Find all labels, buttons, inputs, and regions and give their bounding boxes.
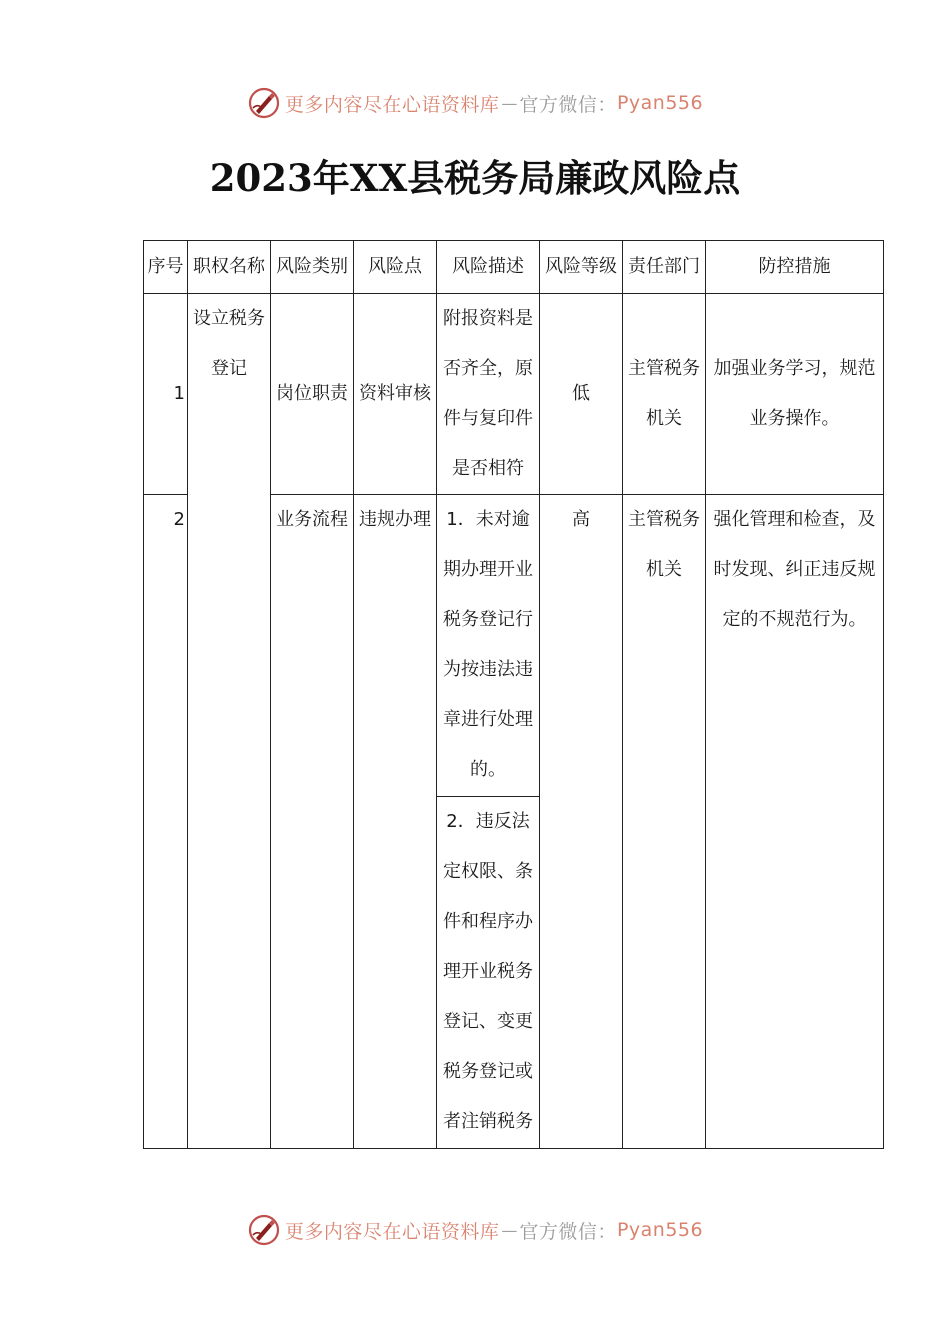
pen-logo-icon bbox=[247, 86, 281, 120]
risk-table bbox=[143, 240, 884, 1149]
page-title: 2023年XX县税务局廉政风险点 bbox=[209, 156, 741, 200]
level-cell: 高 bbox=[540, 495, 623, 1149]
banner-dash: — bbox=[501, 93, 518, 113]
description-cell-2: 2．违反法定权限、条件和程序办理开业税务登记、变更税务登记或者注销税务 bbox=[437, 797, 540, 1149]
description-cell: 1．未对逾期办理开业税务登记行为按违法违章进行处理的。 bbox=[437, 495, 540, 797]
header-cell: 职权名称 bbox=[188, 241, 271, 294]
banner-wechat-id: Pyan556 bbox=[616, 92, 704, 114]
authority-cell: 设立税务登记 bbox=[188, 294, 271, 1149]
header-cell: 风险描述 bbox=[437, 241, 540, 294]
header-cell: 序号 bbox=[144, 241, 188, 294]
banner-text: 更多内容尽在心语资料库 bbox=[284, 1220, 500, 1243]
category-cell: 岗位职责 bbox=[271, 294, 354, 495]
header-cell: 风险点 bbox=[354, 241, 437, 294]
point-cell: 资料审核 bbox=[354, 294, 437, 495]
banner-text: 更多内容尽在心语资料库 bbox=[284, 93, 500, 116]
header-cell: 防控措施 bbox=[706, 241, 884, 294]
table-row bbox=[144, 294, 884, 495]
category-cell: 业务流程 bbox=[271, 495, 354, 1149]
point-cell: 违规办理 bbox=[354, 495, 437, 1149]
row-number: 1 bbox=[144, 294, 188, 495]
banner-dash: — bbox=[501, 1220, 518, 1240]
measure-cell: 加强业务学习，规范业务操作。 bbox=[706, 294, 884, 495]
pen-logo-icon bbox=[247, 1213, 281, 1247]
header-cell: 风险等级 bbox=[540, 241, 623, 294]
dept-cell: 主管税务机关 bbox=[623, 495, 706, 1149]
header-banner bbox=[0, 83, 950, 123]
table-header-row bbox=[144, 241, 884, 294]
row-number: 2 bbox=[144, 495, 188, 1149]
header-cell: 风险类别 bbox=[271, 241, 354, 294]
banner-wechat-label: 官方微信： bbox=[519, 1220, 617, 1243]
header-cell: 责任部门 bbox=[623, 241, 706, 294]
measure-cell: 强化管理和检查，及时发现、纠正违反规定的不规范行为。 bbox=[706, 495, 884, 1149]
banner-wechat-label: 官方微信： bbox=[519, 93, 617, 116]
banner-wechat-id: Pyan556 bbox=[616, 1219, 704, 1241]
description-cell: 附报资料是否齐全，原件与复印件是否相符 bbox=[437, 294, 540, 495]
footer-banner bbox=[0, 1210, 950, 1250]
dept-cell: 主管税务机关 bbox=[623, 294, 706, 495]
level-cell: 低 bbox=[540, 294, 623, 495]
